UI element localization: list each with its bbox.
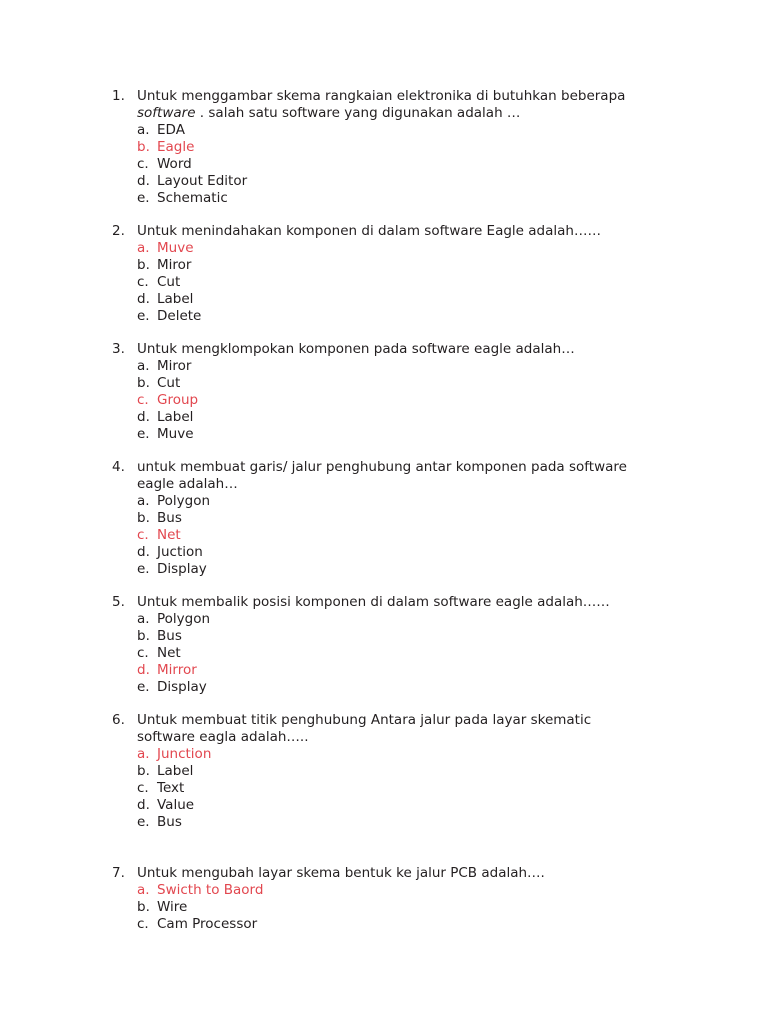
option-marker: c. — [137, 916, 149, 932]
question-block — [112, 223, 680, 325]
question-block — [112, 459, 680, 578]
option-text: Label — [157, 291, 194, 307]
answer-option[interactable] — [112, 746, 680, 763]
question-number: 5. — [112, 594, 125, 610]
option-marker: a. — [137, 611, 150, 627]
question-number: 1. — [112, 88, 125, 104]
question-number: 4. — [112, 459, 125, 475]
question-list — [112, 88, 680, 933]
question-text-part: Untuk menggambar skema rangkaian elektronika di butuhkan beberapa — [137, 88, 626, 104]
answer-option[interactable] — [112, 358, 680, 375]
option-text: Cam Processor — [157, 916, 258, 932]
answer-option[interactable] — [112, 375, 680, 392]
option-text: Cut — [157, 375, 181, 391]
question-line — [112, 865, 680, 882]
option-marker: b. — [137, 139, 150, 155]
answer-option[interactable] — [112, 561, 680, 578]
option-marker: d. — [137, 797, 150, 813]
question-text — [137, 88, 642, 122]
answer-option[interactable] — [112, 780, 680, 797]
answer-option[interactable] — [112, 190, 680, 207]
answer-option[interactable] — [112, 679, 680, 696]
option-marker: b. — [137, 763, 150, 779]
option-marker: d. — [137, 409, 150, 425]
answer-option[interactable] — [112, 240, 680, 257]
option-text: Label — [157, 763, 194, 779]
option-marker: b. — [137, 899, 150, 915]
question-block — [112, 865, 680, 933]
option-marker: c. — [137, 527, 149, 543]
answer-option[interactable] — [112, 814, 680, 831]
option-marker: a. — [137, 240, 150, 256]
option-marker: e. — [137, 679, 150, 695]
option-marker: c. — [137, 156, 149, 172]
answer-option[interactable] — [112, 645, 680, 662]
option-text: Bus — [157, 510, 182, 526]
question-block — [112, 88, 680, 207]
answer-option[interactable] — [112, 797, 680, 814]
option-marker: b. — [137, 257, 150, 273]
option-text: Miror — [157, 358, 192, 374]
question-number: 7. — [112, 865, 125, 881]
question-text: Untuk mengubah layar skema bentuk ke jalur PCB adalah…. — [137, 865, 545, 881]
answer-option[interactable] — [112, 763, 680, 780]
question-text: Untuk menindahakan komponen di dalam software Eagle adalah…… — [137, 223, 601, 239]
option-text: Display — [157, 561, 207, 577]
option-marker: c. — [137, 780, 149, 796]
option-text: Juction — [157, 544, 203, 560]
option-text: Display — [157, 679, 207, 695]
answer-option[interactable] — [112, 510, 680, 527]
option-list — [112, 358, 680, 443]
question-block — [112, 341, 680, 443]
option-list — [112, 493, 680, 578]
option-marker: e. — [137, 814, 150, 830]
option-text: Polygon — [157, 611, 211, 627]
option-text: Label — [157, 409, 194, 425]
option-marker: b. — [137, 510, 150, 526]
option-text: Delete — [157, 308, 202, 324]
answer-option[interactable] — [112, 611, 680, 628]
option-list — [112, 611, 680, 696]
option-marker: b. — [137, 628, 150, 644]
question-text: Untuk mengklompokan komponen pada software eagle adalah… — [137, 341, 575, 357]
option-text: EDA — [157, 122, 185, 138]
option-list — [112, 122, 680, 207]
answer-option[interactable] — [112, 493, 680, 510]
question-line — [112, 594, 680, 611]
option-text: Swicth to Baord — [157, 882, 264, 898]
option-marker: b. — [137, 375, 150, 391]
answer-option[interactable] — [112, 544, 680, 561]
option-text: Bus — [157, 814, 182, 830]
option-list — [112, 746, 680, 831]
option-marker: a. — [137, 358, 150, 374]
answer-option[interactable] — [112, 916, 680, 933]
answer-option[interactable] — [112, 882, 680, 899]
answer-option[interactable] — [112, 899, 680, 916]
option-marker: d. — [137, 173, 150, 189]
answer-option[interactable] — [112, 426, 680, 443]
answer-option[interactable] — [112, 527, 680, 544]
option-text: Miror — [157, 257, 192, 273]
question-block — [112, 594, 680, 696]
option-text: Net — [157, 527, 181, 543]
answer-option[interactable] — [112, 156, 680, 173]
answer-option[interactable] — [112, 628, 680, 645]
option-list — [112, 882, 680, 933]
option-text: Cut — [157, 274, 181, 290]
option-marker: a. — [137, 493, 150, 509]
option-text: Text — [157, 780, 185, 796]
question-number: 2. — [112, 223, 125, 239]
option-marker: c. — [137, 645, 149, 661]
option-marker: e. — [137, 308, 150, 324]
answer-option[interactable] — [112, 392, 680, 409]
option-marker: e. — [137, 561, 150, 577]
option-marker: e. — [137, 426, 150, 442]
question-line — [112, 223, 680, 240]
option-marker: c. — [137, 392, 149, 408]
option-text: Bus — [157, 628, 182, 644]
option-marker: d. — [137, 662, 150, 678]
option-text: Net — [157, 645, 181, 661]
answer-option[interactable] — [112, 291, 680, 308]
question-line — [112, 459, 680, 493]
question-line — [112, 88, 680, 122]
option-marker: d. — [137, 544, 150, 560]
question-text: untuk membuat garis/ jalur penghubung antar komponen pada software eagle adalah… — [137, 459, 627, 492]
answer-option[interactable] — [112, 409, 680, 426]
answer-option[interactable] — [112, 257, 680, 274]
option-marker: a. — [137, 746, 150, 762]
option-text: Wire — [157, 899, 188, 915]
option-text: Muve — [157, 240, 194, 256]
answer-option[interactable] — [112, 139, 680, 156]
answer-option[interactable] — [112, 308, 680, 325]
option-marker: d. — [137, 291, 150, 307]
option-marker: c. — [137, 274, 149, 290]
question-line — [112, 712, 680, 746]
option-text: Word — [157, 156, 192, 172]
question-line — [112, 341, 680, 358]
option-text: Schematic — [157, 190, 228, 206]
option-text: Muve — [157, 426, 194, 442]
option-marker: e. — [137, 190, 150, 206]
option-marker: a. — [137, 122, 150, 138]
answer-option[interactable] — [112, 274, 680, 291]
option-list — [112, 240, 680, 325]
option-text: Layout Editor — [157, 173, 248, 189]
question-number: 3. — [112, 341, 125, 357]
question-number: 6. — [112, 712, 125, 728]
question-text-part: . salah satu software yang digunakan adalah … — [195, 105, 521, 121]
option-text: Polygon — [157, 493, 211, 509]
question-text-emphasis: software — [137, 105, 196, 121]
answer-option[interactable] — [112, 122, 680, 139]
option-text: Group — [157, 392, 199, 408]
option-text: Value — [157, 797, 195, 813]
option-text: Eagle — [157, 139, 195, 155]
option-text: Mirror — [157, 662, 197, 678]
option-text: Junction — [157, 746, 212, 762]
answer-option[interactable] — [112, 662, 680, 679]
question-text: Untuk membuat titik penghubung Antara jalur pada layar skematic software eagla adalah….. — [137, 712, 592, 745]
question-block — [112, 712, 680, 831]
option-marker: a. — [137, 882, 150, 898]
question-text: Untuk membalik posisi komponen di dalam software eagle adalah…… — [137, 594, 610, 610]
answer-option[interactable] — [112, 173, 680, 190]
